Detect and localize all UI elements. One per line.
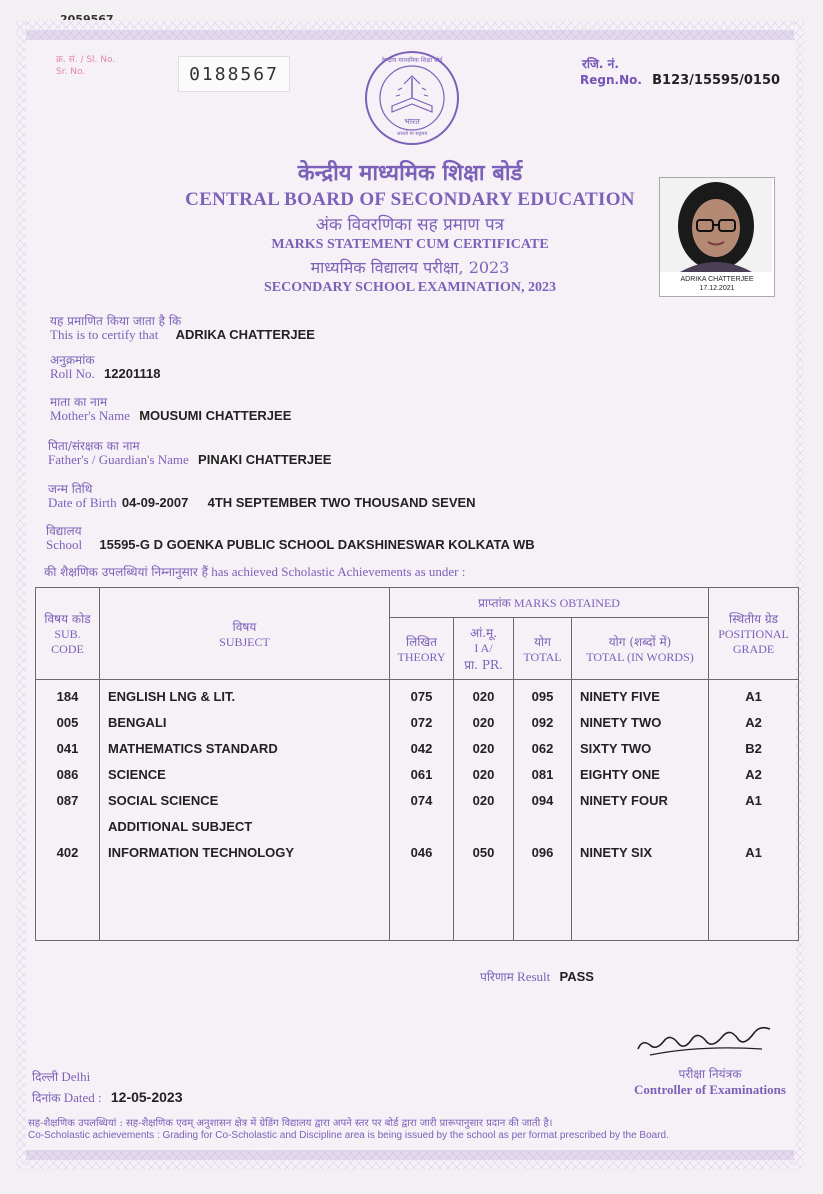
ia-marks: 020 [472,767,495,782]
father-label-hi: पिता/संरक्षक का नाम [48,439,140,453]
subject-column [100,680,390,941]
header-subject-hi: विषय [232,619,257,634]
achieved-label-en: has achieved Scholastic Achievements as under : [211,564,466,579]
marks-table [35,587,799,941]
mother-name: MOUSUMI CHATTERJEE [139,408,292,423]
exam-name-hindi: माध्यमिक विद्यालय परीक्षा, 2023 [310,258,510,277]
registration-label-hi: रजि. नं. [582,57,619,71]
header-total [514,618,572,680]
header-code-en2: CODE [51,642,84,656]
dob-value: 04-09-2007 [121,495,189,510]
certify-label-en: This is to certify that [50,327,159,342]
certificate-title [170,157,650,296]
roll-field [50,351,160,382]
controller-title-hi: परीक्षा नियंत्रक [678,1067,742,1081]
theory-marks: 074 [410,793,433,808]
subject-name: SOCIAL SCIENCE [108,793,219,808]
father-label-en: Father's / Guardian's Name [48,452,189,467]
dated-label-en: Dated : [63,1090,102,1105]
theory-marks: 075 [410,689,433,704]
dob-label-hi: जन्म तिथि [48,482,93,496]
registration-block [580,56,780,89]
positional-grade: A1 [745,845,762,860]
mother-label-en: Mother's Name [50,408,130,423]
student-photo [659,177,775,297]
result-label-hi: परिणाम [480,970,514,984]
header-marks [390,588,709,618]
subject-code: 005 [56,715,79,730]
mother-label-hi: माता का नाम [50,395,108,409]
total-in-words: NINETY TWO [580,715,662,730]
co-scholastic-note-hi: सह-शैक्षणिक उपलब्धियां : सह-शैक्षणिक एवम् अनुशासन क्षेत्र में ग्रेडिंग विद्यालय द्वारा अपने स्तर पर बोर्ड द्वारा जारी प्रारूपानुसार प्रदान की जाती है। [28,1118,553,1129]
header-total-en: TOTAL [523,649,562,664]
header-grade-hi: स्थितीय ग्रेड [728,612,779,626]
subject-code: 184 [56,689,79,704]
place-en: Delhi [61,1069,91,1084]
theory-marks: 061 [410,767,433,782]
red-stamp-line: Sr. No. [56,67,86,77]
header-words-hi: योग (शब्दों में) [608,634,672,649]
father-field [48,437,331,468]
cbse-seal-icon [362,48,462,148]
table-body-row [36,680,799,941]
ia-marks: 050 [472,845,495,860]
theory-marks: 072 [410,715,433,730]
subject-code: 041 [56,741,79,756]
school-label-en: School [46,537,83,552]
spacer [36,814,99,840]
school-field [46,522,535,553]
subject-name: MATHEMATICS STANDARD [108,741,278,756]
header-grade-en2: GRADE [732,642,775,656]
document-title-english: MARKS STATEMENT CUM CERTIFICATE [271,237,549,252]
dob-in-words: 4TH SEPTEMBER TWO THOUSAND SEVEN [207,495,476,510]
subject-name: BENGALI [108,715,167,730]
total-marks: 096 [531,845,554,860]
ia-column [454,680,514,941]
header-theory-en: THEORY [397,649,446,664]
header-subject-en: SUBJECT [219,634,270,649]
positional-grade: B2 [745,741,762,756]
spacer [390,814,453,840]
table-header-row [36,588,799,618]
theory-column [390,680,454,941]
total-marks: 062 [531,741,554,756]
photo-caption-name: ADRIKA CHATTERJEE [680,276,754,283]
subject-name: SCIENCE [108,767,166,782]
total-column [514,680,572,941]
grade-column [709,680,799,941]
positional-grade: A1 [745,689,762,704]
certificate-number: 0188567 [178,56,290,92]
theory-marks: 046 [410,845,433,860]
result-block [480,968,594,985]
subject-code: 086 [56,767,79,782]
spacer [709,814,798,840]
seal-top-text: केन्द्रीय माध्यमिक शिक्षा बोर्ड [381,57,443,64]
positional-grade: A1 [745,793,762,808]
ia-marks: 020 [472,793,495,808]
board-name-english: CENTRAL BOARD OF SECONDARY EDUCATION [185,189,635,210]
photo-caption [660,275,774,293]
ia-marks: 020 [472,741,495,756]
seal-bottom-text: भारत [404,117,420,126]
controller-title-en: Controller of Examinations [634,1082,786,1097]
ia-marks: 020 [472,689,495,704]
additional-subject-heading: ADDITIONAL SUBJECT [108,819,253,834]
issue-date: 12-05-2023 [110,1089,183,1105]
header-theory-hi: लिखित [405,634,437,649]
total-marks: 094 [531,793,554,808]
positional-grade: A2 [745,715,762,730]
place-date-block [32,1068,183,1106]
dated-label-hi: दिनांक [32,1091,61,1105]
header-code-en1: SUB. [54,627,81,641]
header-words [572,618,709,680]
theory-marks: 042 [410,741,433,756]
subject-name: ENGLISH LNG & LIT. [108,689,236,704]
document-title-hindi: अंक विवरणिका सह प्रमाण पत्र [315,215,505,235]
total-in-words: NINETY FOUR [580,793,668,808]
achievements-intro [44,563,465,580]
words-column [572,680,709,941]
header-subject [100,588,390,680]
photo-caption-date: 17.12.2021 [699,285,735,292]
spacer [514,814,571,840]
school-name: 15595-G D GOENKA PUBLIC SCHOOL DAKSHINESWAR KOLKATA WB [99,537,535,552]
roll-label-hi: अनुक्रमांक [50,353,95,367]
registration-number: B123/15595/0150 [652,73,781,88]
subject-code: 402 [56,845,79,860]
header-total-hi: योग [534,634,551,649]
certify-field [50,312,315,343]
header-pr: प्रा. PR. [464,658,503,672]
student-portrait-icon [660,178,772,272]
total-marks: 081 [531,767,554,782]
mother-field [50,393,291,424]
header-marks-hi: प्राप्तांक [478,596,511,610]
achieved-label-hi: की शैक्षणिक उपलब्धियां निम्नानुसार हैं [44,565,208,579]
header-code [36,588,100,680]
result-value: PASS [559,969,594,984]
header-marks-en: MARKS OBTAINED [513,596,620,610]
header-grade [709,588,799,680]
board-name-hindi: केन्द्रीय माध्यमिक शिक्षा बोर्ड [297,160,523,186]
dob-label-en: Date of Birth [48,495,117,510]
code-column [36,680,100,941]
total-in-words: EIGHTY ONE [580,767,660,782]
subject-name: INFORMATION TECHNOLOGY [108,845,295,860]
ia-marks: 020 [472,715,495,730]
seal-motto: असतो मा सद्गमय [396,131,428,137]
student-name: ADRIKA CHATTERJEE [175,327,315,342]
certify-label-hi: यह प्रमाणित किया जाता है कि [50,314,182,328]
spacer [580,814,708,840]
spacer [454,814,513,840]
header-grade-en1: POSITIONAL [718,627,789,641]
positional-grade: A2 [745,767,762,782]
total-in-words: NINETY SIX [580,845,653,860]
controller-signature-icon [630,1015,780,1065]
header-ia-en: I A/ [474,641,493,655]
total-marks: 095 [531,689,554,704]
red-stamp-line: क्र. सं. / Sl. No. [56,55,116,65]
header-ia [454,618,514,680]
roll-number: 12201118 [104,366,161,381]
total-in-words: SIXTY TWO [580,741,652,756]
father-name: PINAKI CHATTERJEE [198,452,332,467]
co-scholastic-note [28,1115,798,1143]
result-label-en: Result [517,969,551,984]
controller-block [620,1065,800,1098]
red-stamp [56,54,166,80]
dob-field [48,480,476,511]
co-scholastic-note-en: Co-Scholastic achievements : Grading for Co-Scholastic and Discipline area is being issued by the school as per format prescribed by the Board. [28,1130,669,1141]
header-code-hi: विषय कोड [44,612,91,626]
header-ia-hi: आं.मू. [469,626,498,640]
header-theory [390,618,454,680]
exam-name-english: SECONDARY SCHOOL EXAMINATION, 2023 [264,280,556,295]
roll-label-en: Roll No. [50,366,95,381]
place-hi: दिल्ली [32,1070,59,1084]
total-marks: 092 [531,715,554,730]
registration-label-en: Regn.No. [580,73,642,87]
subject-code: 087 [56,793,79,808]
school-label-hi: विद्यालय [46,524,82,538]
total-in-words: NINETY FIVE [580,689,660,704]
header-words-en: TOTAL (IN WORDS) [586,649,694,664]
